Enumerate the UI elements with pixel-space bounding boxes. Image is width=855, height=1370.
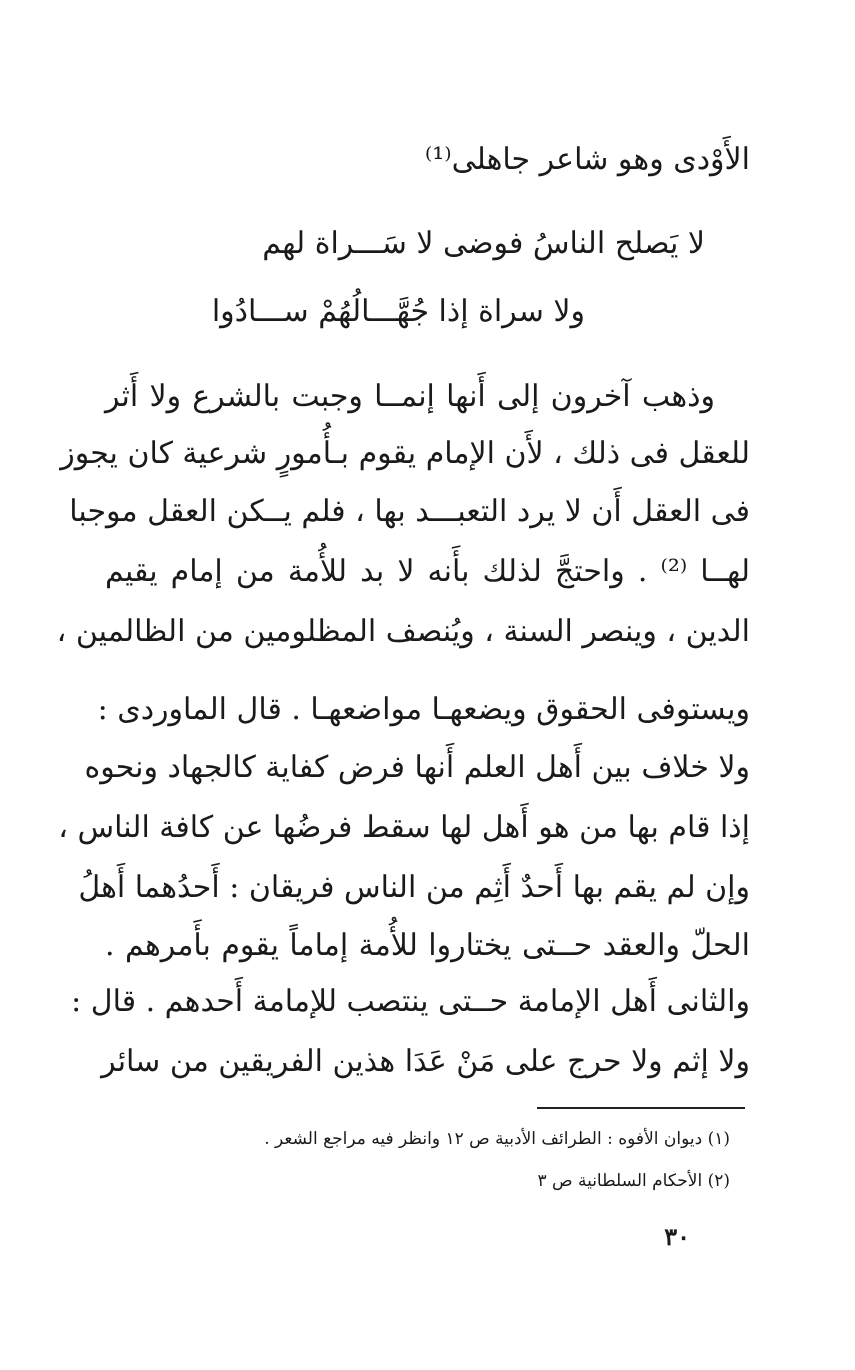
footnote-separator	[537, 1107, 745, 1109]
paragraph-line: فى العقل أَن لا يرد التعبـــد بها ، فلم يــكن العقل موجبا	[69, 494, 750, 529]
page-number: ٣٠	[664, 1222, 690, 1251]
paragraph-line: إذا قام بها من هو أَهل لها سقط فرضُها عن كافة الناس ،	[58, 810, 750, 845]
paragraph-line: وإن لم يقم بها أَحدٌ أَثِم من الناس فريقان : أَحدُهما أَهلُ	[78, 870, 750, 905]
paragraph-line: الدين ، وينصر السنة ، ويُنصف المظلومين من الظالمين ،	[56, 614, 750, 649]
footnote-2: (٢) الأحكام السلطانية ص ٣	[537, 1171, 730, 1191]
paragraph-line: الحلّ والعقد حــتى يختاروا للأُمة إماماً يقوم بأَمرهم .	[105, 928, 750, 963]
verse-hemistich-2: ولا سراة إذا جُهَّـــالُهُمْ ســـادُوا	[211, 294, 585, 329]
paragraph-line: لهــا ⁽²⁾ . واحتجَّ لذلك بأَنه لا بد للأُمة من إمام يقيم	[105, 554, 750, 589]
paragraph-line: ولا خلاف بين أَهل العلم أَنها فرض كفاية كالجهاد ونحوه	[84, 750, 750, 785]
verse-hemistich-1: لا يَصلح الناسُ فوضى لا سَـــراة لهم	[262, 226, 705, 261]
paragraph-line: وذهب آخرون إلى أَنها إنمــا وجبت بالشرع ولا أَثر	[105, 379, 715, 414]
paragraph-line: للعقل فى ذلك ، لأَن الإمام يقوم بـأُمورٍ شرعية كان يجوز	[60, 436, 750, 471]
intro-line: الأَوْدى وهو شاعر جاهلى⁽¹⁾	[424, 142, 750, 177]
paragraph-line: ولا إثم ولا حرج على مَنْ عَدَا هذين الفريقين من سائر	[101, 1044, 750, 1079]
footnote-1: (١) ديوان الأفوه : الطرائف الأدبية ص ١٢ وانظر فيه مراجع الشعر .	[264, 1129, 730, 1149]
paragraph-line: والثانى أَهل الإمامة حــتى ينتصب للإمامة أَحدهم . قال :	[71, 984, 750, 1019]
paragraph-line: ويستوفى الحقوق ويضعهـا مواضعهـا . قال الماوردى :	[97, 692, 750, 727]
